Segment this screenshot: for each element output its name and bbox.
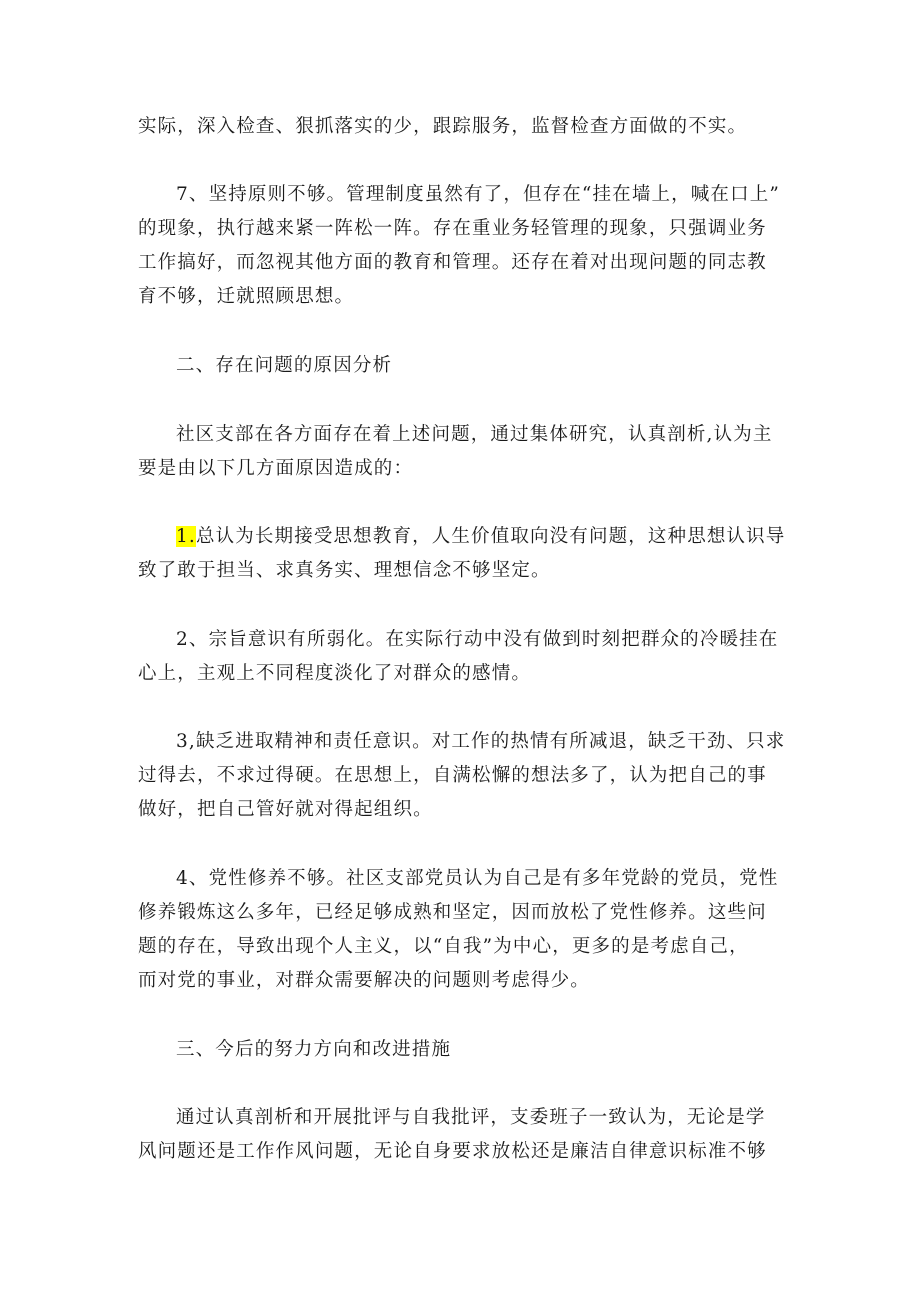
paragraph-line: 通过认真剖析和开展批评与自我批评，支委班子一致认为，无论是学 [176,1107,766,1128]
paragraph-line: 4、党性修养不够。社区支部党员认为自己是有多年党龄的党员，党性 [176,868,779,889]
paragraph-line: 工作搞好，而忽视其他方面的教育和管理。还存在着对出现问题的同志教 [138,252,767,273]
highlighted-number: 1. [176,526,196,547]
paragraph-line: 风问题还是工作作风问题，无论自身要求放松还是廉洁自律意识标准不够 [138,1141,767,1162]
paragraph-line: 题的存在，导致出现个人主义，以“自我”为中心，更多的是考虑自己， [138,936,749,957]
paragraph-line: 心上，主观上不同程度淡化了对群众的感情。 [138,663,532,684]
section-heading: 二、存在问题的原因分析 [176,355,393,376]
paragraph-line: 的现象，执行越来紧一阵松一阵。存在重业务轻管理的现象，只强调业务 [138,218,767,239]
paragraph-line: 修养锻炼这么多年，已经足够成熟和坚定，因而放松了党性修养。这些问 [138,902,767,923]
paragraph-line: 7、坚持原则不够。管理制度虽然有了，但存在“挂在墙上，喊在口上” [176,184,780,205]
section-heading: 三、今后的努力方向和改进措施 [176,1039,452,1060]
paragraph-line: 而对党的事业，对群众需要解决的问题则考虑得少。 [138,970,590,991]
paragraph-line: 实际，深入检查、狠抓落实的少，跟踪服务，监督检查方面做的不实。 [138,116,748,137]
paragraph-line: 3,缺乏进取精神和责任意识。对工作的热情有所减退，缺乏干劲、只求 [176,731,786,752]
paragraph-text: 总认为长期接受思想教育，人生价值取向没有问题，这种思想认识导 [195,526,786,547]
paragraph-line: 要是由以下几方面原因造成的： [138,458,414,479]
paragraph-line: 做好，把自己管好就对得起组织。 [138,799,433,820]
paragraph-line: 育不够，迁就照顾思想。 [138,286,355,307]
paragraph-line: 2、宗旨意识有所弱化。在实际行动中没有做到时刻把群众的冷暖挂在 [176,629,779,650]
paragraph-line: 社区支部在各方面存在着上述问题，通过集体研究，认真剖析,认为主 [176,424,773,445]
paragraph-line: 过得去，不求过得硬。在思想上，自满松懈的想法多了，认为把自己的事 [138,765,767,786]
paragraph-line: 致了敢于担当、求真务实、理想信念不够坚定。 [138,560,551,581]
paragraph-line [176,524,785,550]
